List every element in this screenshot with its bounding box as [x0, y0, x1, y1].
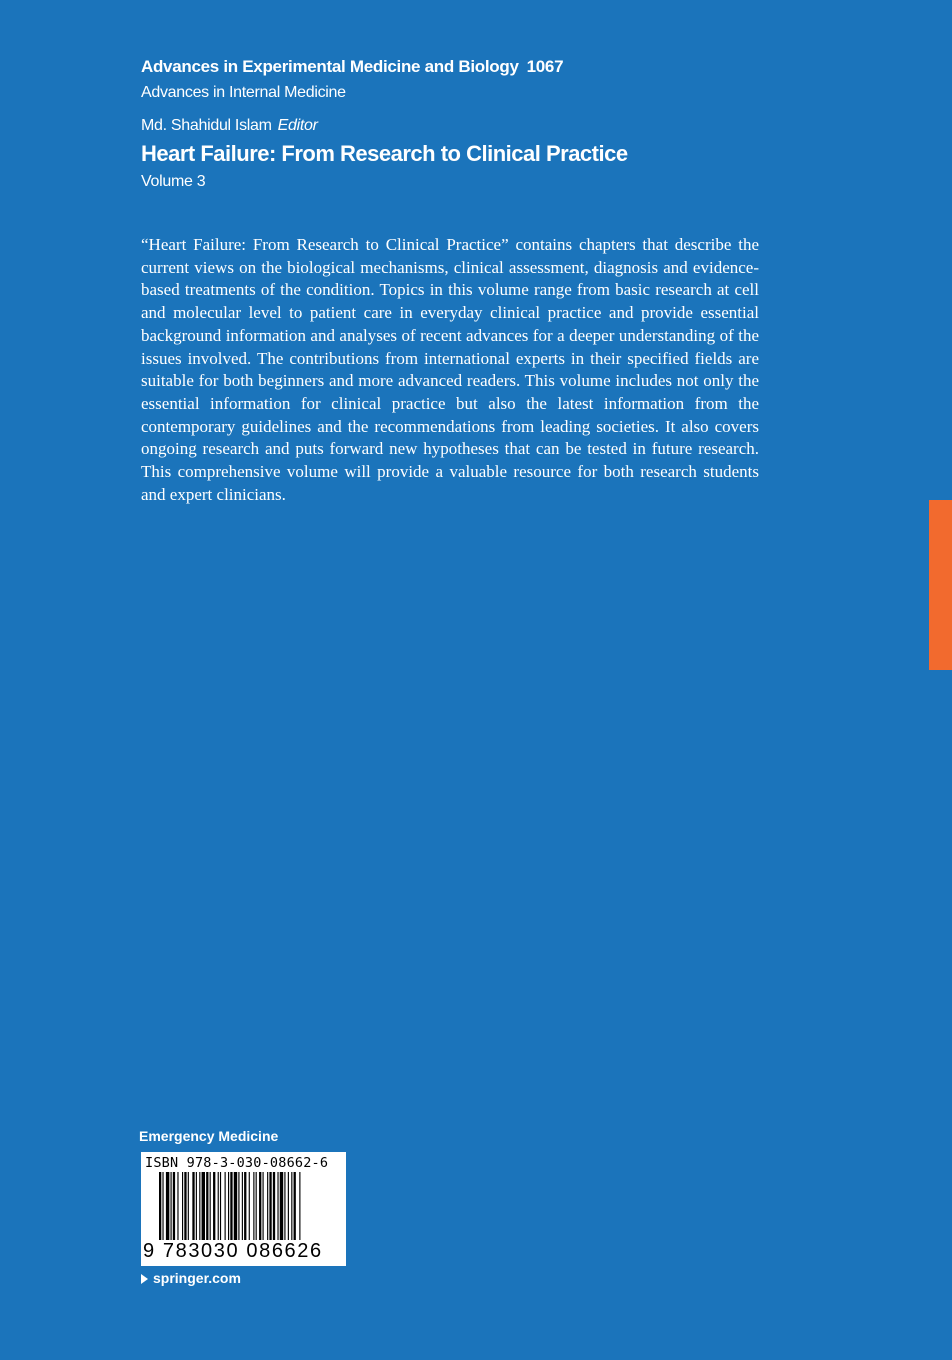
barcode-bar	[220, 1172, 221, 1240]
barcode-bar	[256, 1172, 257, 1240]
barcode-bar	[192, 1172, 194, 1240]
barcode-bar	[277, 1172, 278, 1240]
arrow-right-icon	[141, 1274, 148, 1284]
series-number: 1067	[526, 57, 564, 76]
ean-digits: 9 783030 086626	[143, 1240, 323, 1262]
isbn-number: ISBN 978-3-030-08662-6	[145, 1155, 329, 1171]
series-name: Advances in Experimental Medicine and Biology	[141, 57, 519, 76]
publisher-website	[141, 1270, 241, 1286]
series-title	[141, 57, 563, 77]
barcode-bar	[259, 1172, 261, 1240]
barcode-bar	[299, 1172, 300, 1240]
barcode-bar	[182, 1172, 183, 1240]
barcode-bar	[206, 1172, 208, 1240]
barcode-bar	[273, 1172, 275, 1240]
barcode-bar	[242, 1172, 243, 1240]
barcode-bar	[253, 1172, 254, 1240]
barcode-bar	[291, 1172, 292, 1240]
barcode-bar	[288, 1172, 289, 1240]
volume-label: Volume 3	[141, 173, 206, 190]
website-label: springer.com	[153, 1270, 241, 1286]
barcode-bar	[162, 1172, 163, 1240]
barcode-bar	[267, 1172, 268, 1240]
book-description: “Heart Failure: From Research to Clinical Practice” contains chapters that describe the current views on the biological mechanisms, clinical assessment, diagnosis and evidence-based treatments of the condition. Topics in this volume range from basic research at cell and molecular level to patient care in everyday clinical practice and provide essential background information and analyses of recent advances for a deeper understanding of the issues involved. The contributions from international experts in their specified fields are suitable for both beginners and more advanced readers. This volume includes not only the essential information for clinical practice but also the latest information from the contemporary guidelines and the recommendations from leading societies. It also covers ongoing research and puts forward new hypotheses that can be tested in future research. This comprehensive volume will provide a valuable resource for both research students and expert clinicians.	[141, 235, 759, 504]
barcode-bar	[244, 1172, 246, 1240]
barcode-bar	[263, 1172, 264, 1240]
barcode-bar	[196, 1172, 197, 1240]
barcode-bar	[184, 1172, 186, 1240]
subject-category: Emergency Medicine	[139, 1128, 279, 1144]
editor-role: Editor	[277, 117, 318, 134]
barcode-bar	[280, 1172, 283, 1240]
barcode-bar	[188, 1172, 189, 1240]
orange-spine-tab	[929, 500, 952, 670]
barcode-bar	[228, 1172, 229, 1240]
barcode-bar	[269, 1172, 271, 1240]
barcode-bar	[177, 1172, 178, 1240]
barcode-bar	[199, 1172, 200, 1240]
barcode-bar	[294, 1172, 296, 1240]
barcode-bar	[284, 1172, 285, 1240]
editor-line	[141, 117, 318, 135]
book-title: Heart Failure: From Research to Clinical Practice	[141, 141, 628, 166]
barcode-bar	[218, 1172, 219, 1240]
editor-name: Md. Shahidul Islam	[141, 117, 272, 134]
barcode-bar	[225, 1172, 226, 1240]
barcode-bar	[171, 1172, 172, 1240]
barcode-bar	[159, 1172, 161, 1240]
barcode-bar	[234, 1172, 237, 1240]
barcode-bar	[173, 1172, 175, 1240]
barcode-bar	[249, 1172, 250, 1240]
barcode-bar	[230, 1172, 232, 1240]
subseries-title: Advances in Internal Medicine	[141, 84, 346, 101]
barcode-bar	[166, 1172, 169, 1240]
barcode-bar	[213, 1172, 215, 1240]
isbn-barcode	[141, 1152, 346, 1266]
barcode-bar	[210, 1172, 211, 1240]
barcode-bar	[202, 1172, 205, 1240]
barcode-bar	[238, 1172, 239, 1240]
